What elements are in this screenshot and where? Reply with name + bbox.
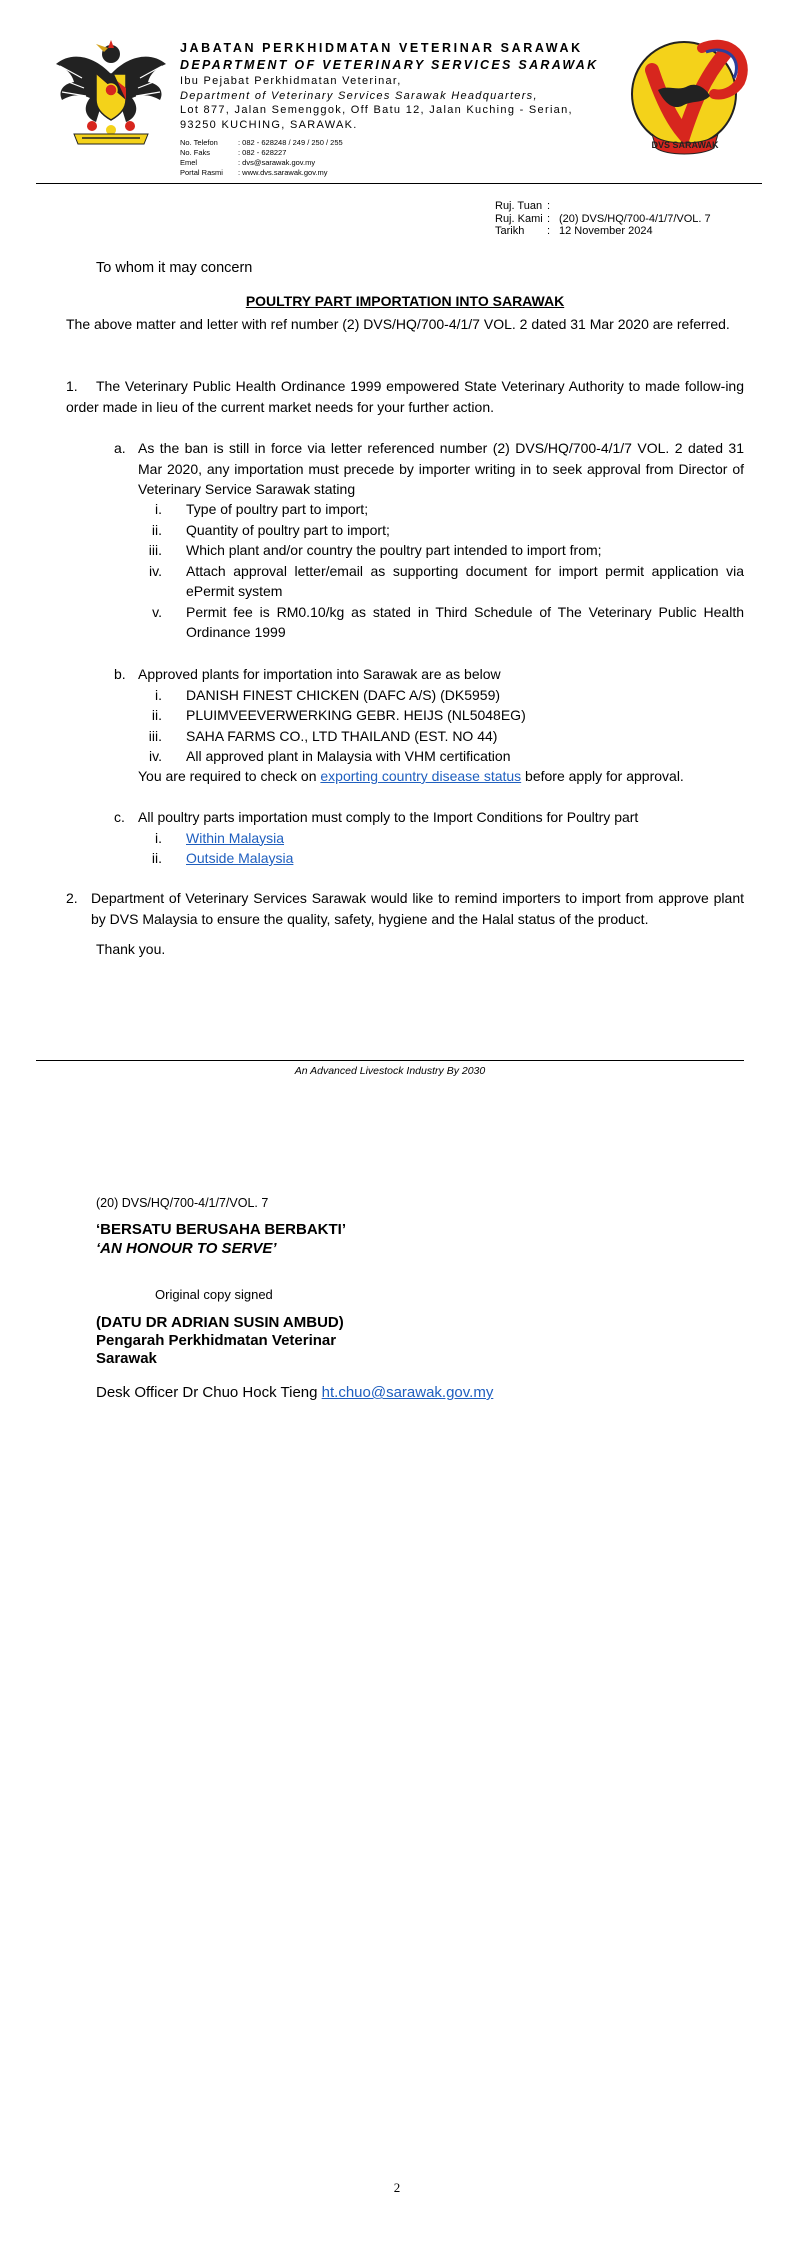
ref-label: Tarikh [495, 225, 525, 237]
signer-name: (DATU DR ADRIAN SUSIN AMBUD) [96, 1314, 344, 1331]
salutation: To whom it may concern [96, 260, 253, 276]
address-line-2: Department of Veterinary Services Sarawak Headquarters, [180, 89, 538, 102]
item-a-list: i. Type of poultry part to import; ii. Quantity of poultry part to import; iii. Which plant and/or country the poultry part intended to import from; iv. Attach approval letter/email as supporting document for import permit application via ePermit system v. Permit fee is RM0.10/kg as stated in Third Schedule of The Veterinary Public Health Ordinance 1999 [148, 501, 744, 640]
closing: Thank you. [96, 941, 166, 957]
signer-title-1: Pengarah Perkhidmatan Veterinar [96, 1332, 337, 1349]
point-1-text: The Veterinary Public Health Ordinance 1999 empowered State Veterinary Authority to made follow-ing order made in lieu of the current market needs for your further action. [66, 378, 744, 415]
point-2-text: Department of Veterinary Services Sarawak would like to remind importers to import from approve plant by DVS Malaysia to ensure the quality, safety, hygiene and the Halal status of the product. [91, 890, 744, 927]
contact-value: : dvs@sarawak.gov.my [238, 158, 316, 167]
ref-label: Ruj. Kami [495, 212, 543, 225]
contact-label: Emel [180, 158, 198, 167]
intro-paragraph: The above matter and letter with ref number (2) DVS/HQ/700-4/1/7 VOL. 2 dated 31 Mar 2020 are referred. [66, 316, 730, 332]
contact-value: : 082 - 628248 / 249 / 250 / 255 [238, 138, 343, 147]
letterhead-text [180, 40, 600, 178]
desk-officer: Desk Officer Dr Chuo Hock Tieng ht.chuo@sarawak.gov.my [96, 1384, 494, 1401]
point-1-number: 1. [66, 378, 78, 394]
item-b-list: i. DANISH FINEST CHICKEN (DAFC A/S) (DK5959) ii. PLUIMVEEVERWERKING GEBR. HEIJS (NL5048EG) iii. SAHA FARMS CO., LTD THAILAND (EST. NO 44) iv. All approved plant in Malaysia with VHM certification [148, 686, 526, 764]
within-malaysia-link[interactable]: Within Malaysia [186, 829, 285, 846]
item-b-text: Approved plants for importation into Sarawak are as below [138, 666, 501, 682]
motto-english: ‘AN HONOUR TO SERVE’ [96, 1240, 277, 1257]
point-2-number: 2. [66, 890, 78, 906]
dvs-logo-text: DVS SARAWAK [651, 140, 719, 150]
item-b-note: You are required to check on exporting country disease status before apply for approval. [138, 768, 684, 784]
ref-value: 12 November 2024 [559, 225, 653, 237]
page2-ref: (20) DVS/HQ/700-4/1/7/VOL. 7 [96, 1196, 269, 1210]
contact-label: No. Faks [180, 148, 211, 157]
dvs-sarawak-logo [622, 30, 752, 162]
motto-malay: ‘BERSATU BERUSAHA BERBAKTI’ [96, 1221, 347, 1238]
point-1-paragraph [66, 376, 744, 417]
signer-title-2: Sarawak [96, 1350, 157, 1367]
item-b-label: b. [114, 666, 126, 682]
contact-label: No. Telefon [180, 138, 218, 147]
contact-value: : www.dvs.sarawak.gov.my [238, 168, 328, 177]
footer-divider [36, 1060, 744, 1061]
signed-note: Original copy signed [155, 1287, 273, 1302]
address-line-3: Lot 877, Jalan Semenggok, Off Batu 12, Jalan Kuching - Serian, [180, 104, 573, 116]
contact-table [180, 138, 343, 178]
footer-tagline: An Advanced Livestock Industry By 2030 [294, 1065, 486, 1077]
contact-value: : 082 - 628227 [238, 148, 287, 157]
outside-malaysia-link[interactable]: Outside Malaysia [186, 850, 294, 866]
letter-title: POULTRY PART IMPORTATION INTO SARAWAK [245, 293, 565, 309]
page-number: 2 [393, 2180, 401, 2195]
item-c-text: All poultry parts importation must comply to the Import Conditions for Poultry part [138, 809, 639, 825]
contact-label: Portal Rasmi [180, 168, 223, 177]
item-a-text: As the ban is still in force via letter referenced number (2) DVS/HQ/700-4/1/7 VOL. 2 dated 31 Mar 2020, any importation must precede by importer writing in to seek approval from Director of Veterinary Service Sarawak stating [138, 440, 744, 497]
item-a-label: a. [114, 440, 126, 456]
ref-label: Ruj. Tuan [495, 200, 543, 212]
ref-value: (20) DVS/HQ/700-4/1/7/VOL. 7 [559, 212, 711, 225]
address-line-4: 93250 KUCHING, SARAWAK. [180, 118, 358, 131]
header-divider [36, 183, 762, 184]
address-line-1: Ibu Pejabat Perkhidmatan Veterinar, [180, 75, 402, 87]
reference-block: Ruj. Tuan : Ruj. Kami : (20) DVS/HQ/700-4/1/7/VOL. 7 Tarikh : 12 November 2024 [495, 200, 711, 237]
item-c-list: i. Within Malaysia ii. Outside Malaysia [138, 828, 744, 870]
org-name-english: DEPARTMENT OF VETERINARY SERVICES SARAWAK [180, 58, 599, 72]
state-crest-logo [52, 34, 170, 152]
disease-status-link[interactable]: exporting country disease status [320, 768, 522, 784]
desk-officer-email-link[interactable]: ht.chuo@sarawak.gov.my [321, 1384, 494, 1401]
org-name-malay: JABATAN PERKHIDMATAN VETERINAR SARAWAK [180, 41, 583, 55]
item-c-label: c. [114, 809, 125, 825]
ref-value [559, 200, 711, 213]
